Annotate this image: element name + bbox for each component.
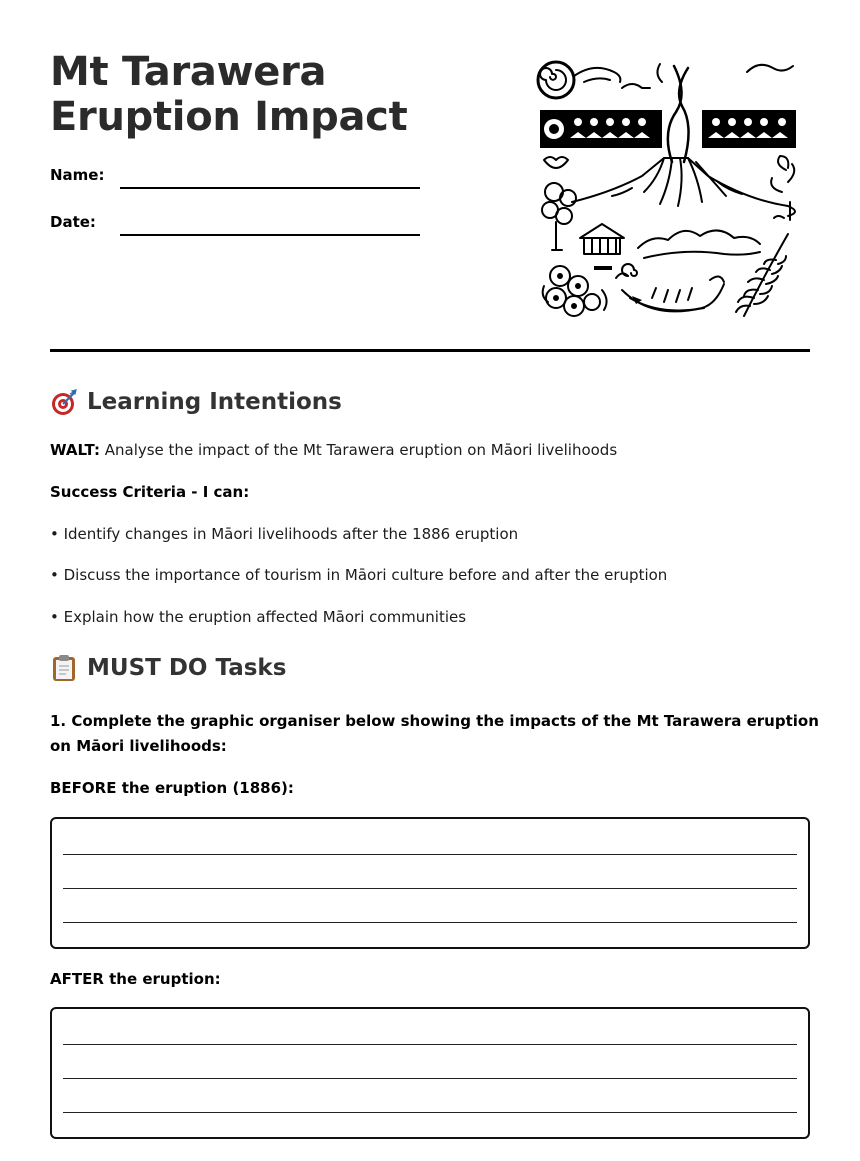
must-do-tasks-title: MUST DO Tasks (87, 655, 287, 681)
criteria-item: • Identify changes in Māori livelihoods after the 1886 eruption (50, 525, 519, 543)
volcano-illustration (532, 52, 804, 324)
answer-line (63, 888, 797, 889)
walt-statement (50, 438, 820, 463)
learning-intentions-heading (50, 388, 342, 416)
header-divider (50, 349, 810, 352)
must-do-tasks-heading (50, 654, 286, 682)
answer-line (63, 1078, 797, 1079)
answer-line (63, 1044, 797, 1045)
date-field[interactable] (120, 234, 420, 236)
success-criteria-label: Success Criteria - I can: (50, 483, 250, 501)
criteria-item: • Discuss the importance of tourism in Māori culture before and after the eruption (50, 566, 668, 584)
task-1-instruction: 1. Complete the graphic organiser below showing the impacts of the Mt Tarawera eruption on Māori livelihoods: (50, 712, 819, 755)
date-label: Date: (50, 213, 96, 231)
learning-intentions-title: Learning Intentions (87, 389, 342, 415)
walt-label: WALT: (50, 441, 100, 459)
answer-line (63, 854, 797, 855)
answer-line (63, 922, 797, 923)
name-label: Name: (50, 166, 105, 184)
walt-text: Analyse the impact of the Mt Tarawera eruption on Māori livelihoods (99, 441, 618, 459)
before-eruption-answer-box[interactable] (50, 817, 810, 949)
before-eruption-label: BEFORE the eruption (1886): (50, 779, 294, 797)
page-title: Mt Tarawera Eruption Impact (50, 49, 408, 140)
clipboard-icon (50, 654, 78, 682)
name-field[interactable] (120, 187, 420, 189)
target-icon (50, 388, 78, 416)
answer-line (63, 1112, 797, 1113)
after-eruption-label: AFTER the eruption: (50, 970, 221, 988)
criteria-item: • Explain how the eruption affected Māori communities (50, 608, 467, 626)
after-eruption-answer-box[interactable] (50, 1007, 810, 1139)
